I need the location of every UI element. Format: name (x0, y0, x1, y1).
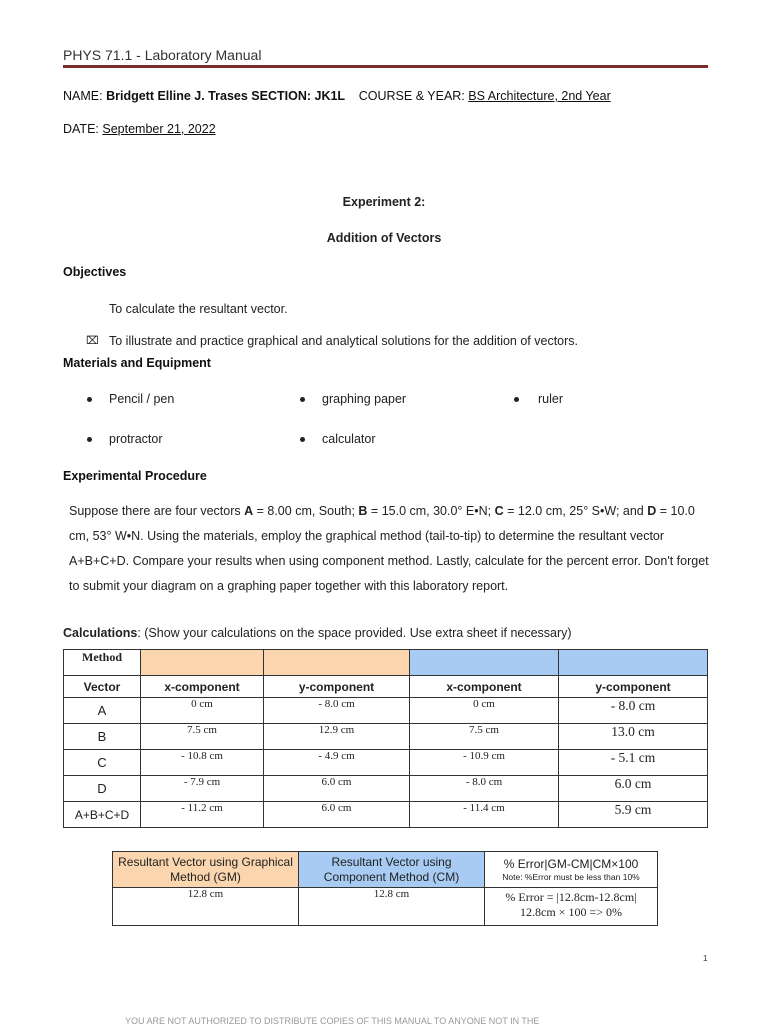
footer-notice: YOU ARE NOT AUTHORIZED TO DISTRIBUTE COPIES OF THIS MANUAL TO ANYONE NOT IN THE (125, 1016, 540, 1024)
header-divider (63, 65, 708, 68)
table-cell: 6.0 cm (559, 776, 708, 802)
percent-error-line: % Error = |12.8cm-12.8cm| (505, 890, 637, 904)
table-cell: - 7.9 cm (141, 776, 264, 802)
table-cell: - 10.8 cm (141, 750, 264, 776)
cm-value: 12.8 cm (299, 888, 485, 926)
table-row (64, 802, 708, 828)
table-row (64, 776, 708, 802)
percent-error-calc (485, 888, 658, 926)
procedure-text: Suppose there are four vectors (69, 504, 245, 518)
percent-error-header (485, 852, 658, 888)
table-row (64, 676, 708, 698)
table-cell: 13.0 cm (559, 724, 708, 750)
table-cell: 5.9 cm (559, 802, 708, 828)
cm-header: Resultant Vector using Component Method (CM) (299, 852, 485, 888)
material-item: protractor (109, 432, 163, 446)
gm-header: Resultant Vector using Graphical Method (GM) (113, 852, 299, 888)
component-method-header (559, 650, 708, 676)
column-header: y-component (264, 676, 410, 698)
vector-cell: D (64, 776, 141, 802)
vector-header: Vector (64, 676, 141, 698)
material-item: Pencil / pen (109, 392, 175, 406)
date-label: DATE: (63, 122, 99, 136)
table-cell: 6.0 cm (264, 802, 410, 828)
procedure-text: = 15.0 cm, 30.0° E•N; (367, 504, 495, 518)
table-cell: 6.0 cm (264, 776, 410, 802)
table-cell: 7.5 cm (410, 724, 559, 750)
graphical-method-header (141, 650, 264, 676)
percent-error-formula: % Error|GM-CM|CM×100 (503, 856, 639, 871)
calculations-line (63, 626, 572, 640)
objectives-heading: Objectives (63, 265, 127, 279)
objective-item-1: To calculate the resultant vector. (109, 302, 288, 316)
vector-d-symbol: D (647, 504, 657, 518)
table-cell: 0 cm (141, 698, 264, 724)
table-cell: - 4.9 cm (264, 750, 410, 776)
material-item: graphing paper (322, 392, 407, 406)
table-row (113, 888, 658, 926)
component-method-header (410, 650, 559, 676)
bullet-icon (300, 437, 305, 442)
table-cell: - 8.0 cm (559, 698, 708, 724)
course-label: COURSE & YEAR: (358, 89, 465, 103)
calculations-label: Calculations (63, 626, 138, 640)
bullet-icon (300, 397, 305, 402)
table-cell: - 8.0 cm (264, 698, 410, 724)
graphical-method-header (264, 650, 410, 676)
column-header: y-component (559, 676, 708, 698)
section-value: JK1L (314, 89, 345, 103)
procedure-text: = 8.00 cm, South; (253, 504, 359, 518)
percent-error-line: 12.8cm × 100 => 0% (520, 905, 622, 919)
procedure-text: = 12.0 cm, 25° S•W; and (503, 504, 648, 518)
vector-cell: A (64, 698, 141, 724)
table-row (64, 698, 708, 724)
student-info-line (63, 89, 611, 103)
section-label: SECTION: (251, 89, 312, 103)
manual-title: PHYS 71.1 - Laboratory Manual (63, 47, 262, 63)
material-item: calculator (322, 432, 376, 446)
table-row (64, 724, 708, 750)
table-cell: - 5.1 cm (559, 750, 708, 776)
vector-a-symbol: A (244, 504, 254, 518)
vector-b-symbol: B (358, 504, 368, 518)
percent-error-note: Note: %Error must be less than 10% (502, 871, 640, 882)
materials-heading: Materials and Equipment (63, 356, 211, 370)
bullet-icon (87, 437, 92, 442)
calculations-instruction: : (Show your calculations on the space provided. Use extra sheet if necessary) (137, 626, 572, 640)
name-label: NAME: (63, 89, 103, 103)
table-cell: - 8.0 cm (410, 776, 559, 802)
table-row (113, 852, 658, 888)
material-item: ruler (538, 392, 564, 406)
experiment-title: Addition of Vectors (326, 231, 442, 245)
table-cell: 0 cm (410, 698, 559, 724)
column-header: x-component (141, 676, 264, 698)
method-header: Method (64, 650, 141, 676)
vector-cell: B (64, 724, 141, 750)
procedure-paragraph (69, 499, 714, 599)
vector-c-symbol: C (494, 504, 504, 518)
table-cell: 7.5 cm (141, 724, 264, 750)
procedure-text: = 10.0 cm, 53° W•N. Using the materials, employ the graphical method (tail-to-tip) to determine the resultant vector A+B+C+D. Compare your results when using component method. Lastly, calculate for the percent error. Don't forget to submit your diagram on a graphing paper together with this laboratory report. (69, 504, 709, 593)
page-number: 1 (703, 954, 708, 963)
objective-item-2: To illustrate and practice graphical and analytical solutions for the addition of vectors. (109, 334, 579, 348)
gm-value: 12.8 cm (113, 888, 299, 926)
bullet-icon (87, 397, 92, 402)
experiment-number: Experiment 2: (342, 195, 426, 209)
table-cell: - 10.9 cm (410, 750, 559, 776)
results-table (112, 851, 658, 926)
bullet-icon (514, 397, 519, 402)
table-row (64, 650, 708, 676)
name-value: Bridgett Elline J. Trases (106, 89, 248, 103)
column-header: x-component (410, 676, 559, 698)
date-line (63, 122, 216, 136)
vector-cell: A+B+C+D (64, 802, 141, 828)
checkbox-bullet-icon: ⌧ (86, 335, 99, 347)
table-cell: 12.9 cm (264, 724, 410, 750)
procedure-heading: Experimental Procedure (63, 469, 207, 483)
date-value: September 21, 2022 (102, 122, 216, 136)
table-row (64, 750, 708, 776)
components-table (63, 649, 708, 828)
table-cell: - 11.4 cm (410, 802, 559, 828)
table-cell: - 11.2 cm (141, 802, 264, 828)
vector-cell: C (64, 750, 141, 776)
course-value: BS Architecture, 2nd Year (468, 89, 611, 103)
